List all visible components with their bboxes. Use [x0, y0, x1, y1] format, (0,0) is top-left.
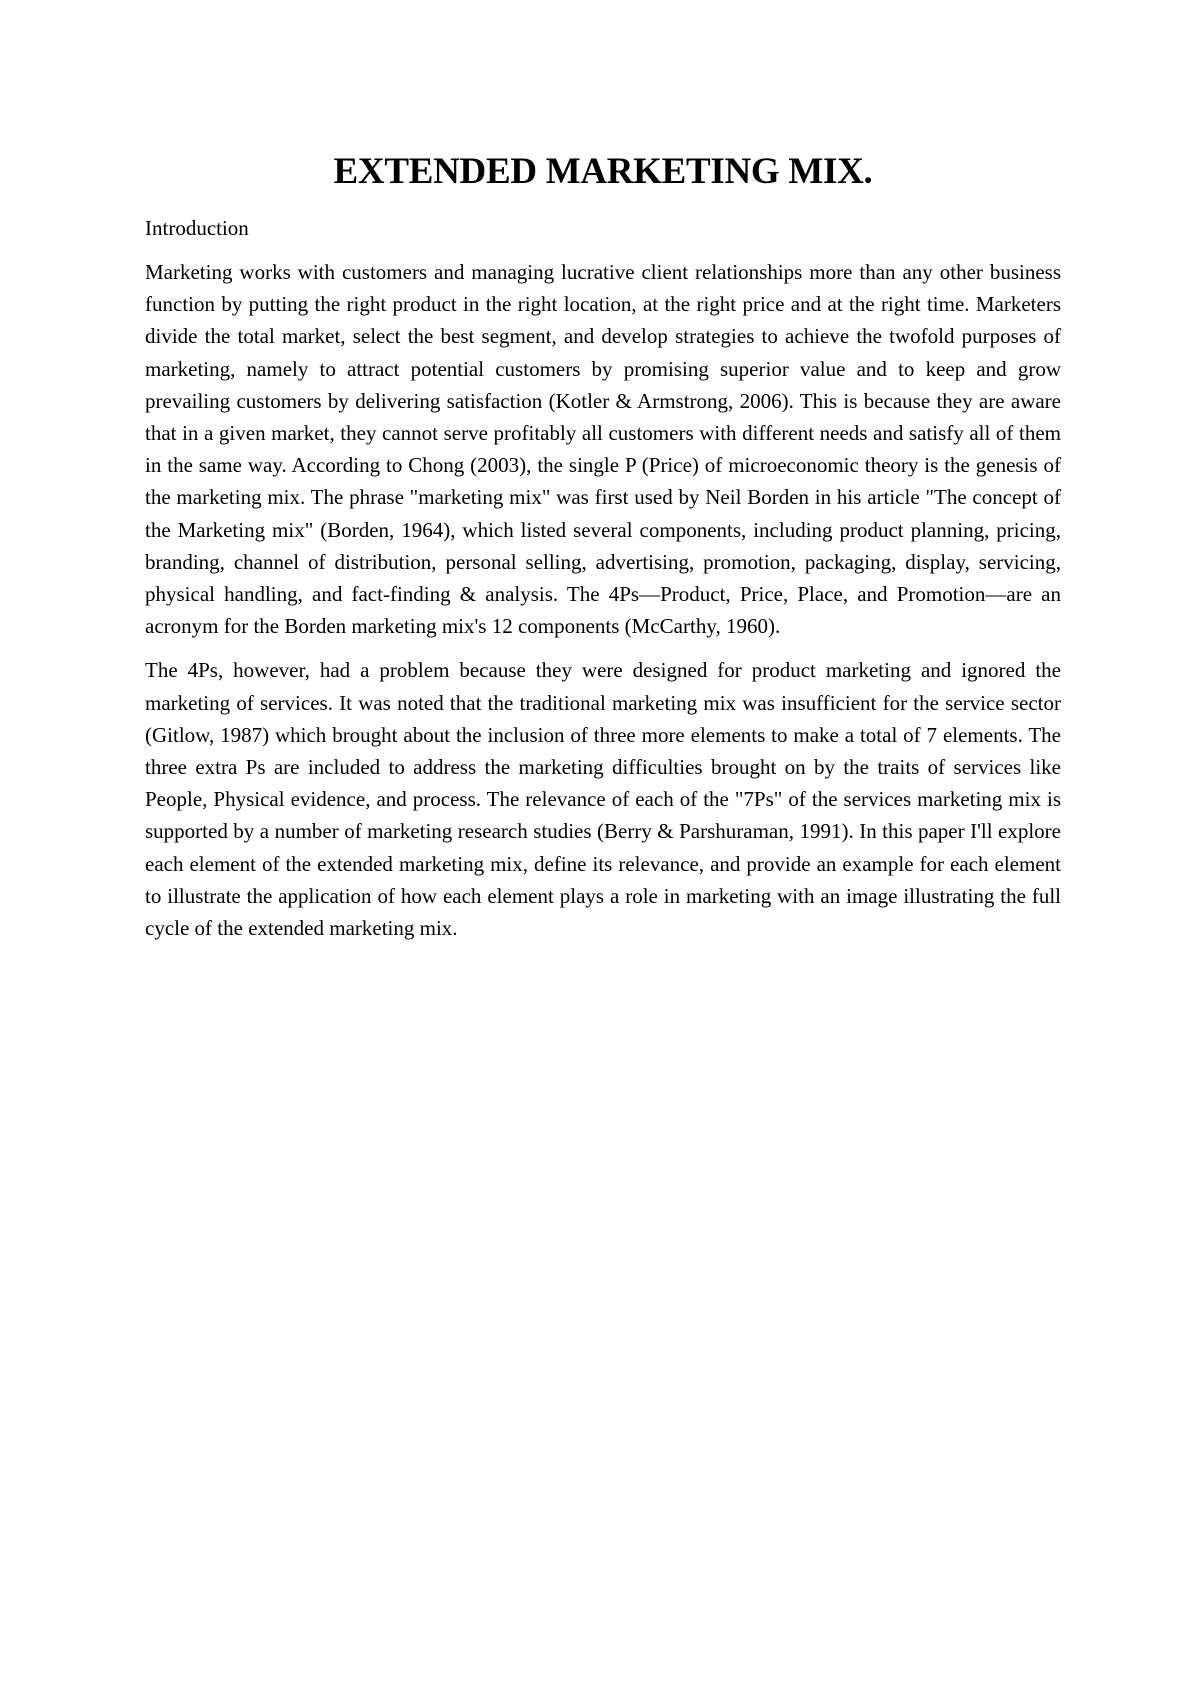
paragraph-1: Marketing works with customers and managing lucrative client relationships more than any other business function by putting the right product in the right location, at the right price and at the right time. Marketers divide the total market, select the best segment, and develop strategies to achieve the twofold purposes of marketing, namely to attract potential customers by promising superior value and to keep and grow prevailing customers by delivering satisfaction (Kotler & Armstrong, 2006). This is because they are aware that in a given market, they cannot serve profitably all customers with different needs and satisfy all of them in the same way. According to Chong (2003), the single P (Price) of microeconomic theory is the genesis of the marketing mix. The phrase "marketing mix" was first used by Neil Borden in his article "The concept of the Marketing mix" (Borden, 1964), which listed several components, including product planning, pricing, branding, channel of distribution, personal selling, advertising, promotion, packaging, display, servicing, physical handling, and fact-finding & analysis. The 4Ps—Product, Price, Place, and Promotion—are an acronym for the Borden marketing mix's 12 components (McCarthy, 1960).	[145, 260, 1061, 639]
section-heading: Introduction	[145, 216, 249, 240]
page-content	[145, 148, 1061, 944]
paragraph-2: The 4Ps, however, had a problem because they were designed for product marketing and ignored the marketing of services. It was noted that the traditional marketing mix was insufficient for the service sector (Gitlow, 1987) which brought about the inclusion of three more elements to make a total of 7 elements. The three extra Ps are included to address the marketing difficulties brought on by the traits of services like People, Physical evidence, and process. The relevance of each of the "7Ps" of the services marketing mix is supported by a number of marketing research studies (Berry & Parshuraman, 1991). In this paper I'll explore each element of the extended marketing mix, define its relevance, and provide an example for each element to illustrate the application of how each element plays a role in marketing with an image illustrating the full cycle of the extended marketing mix.	[145, 658, 1061, 941]
document-title: EXTENDED MARKETING MIX.	[333, 151, 873, 192]
